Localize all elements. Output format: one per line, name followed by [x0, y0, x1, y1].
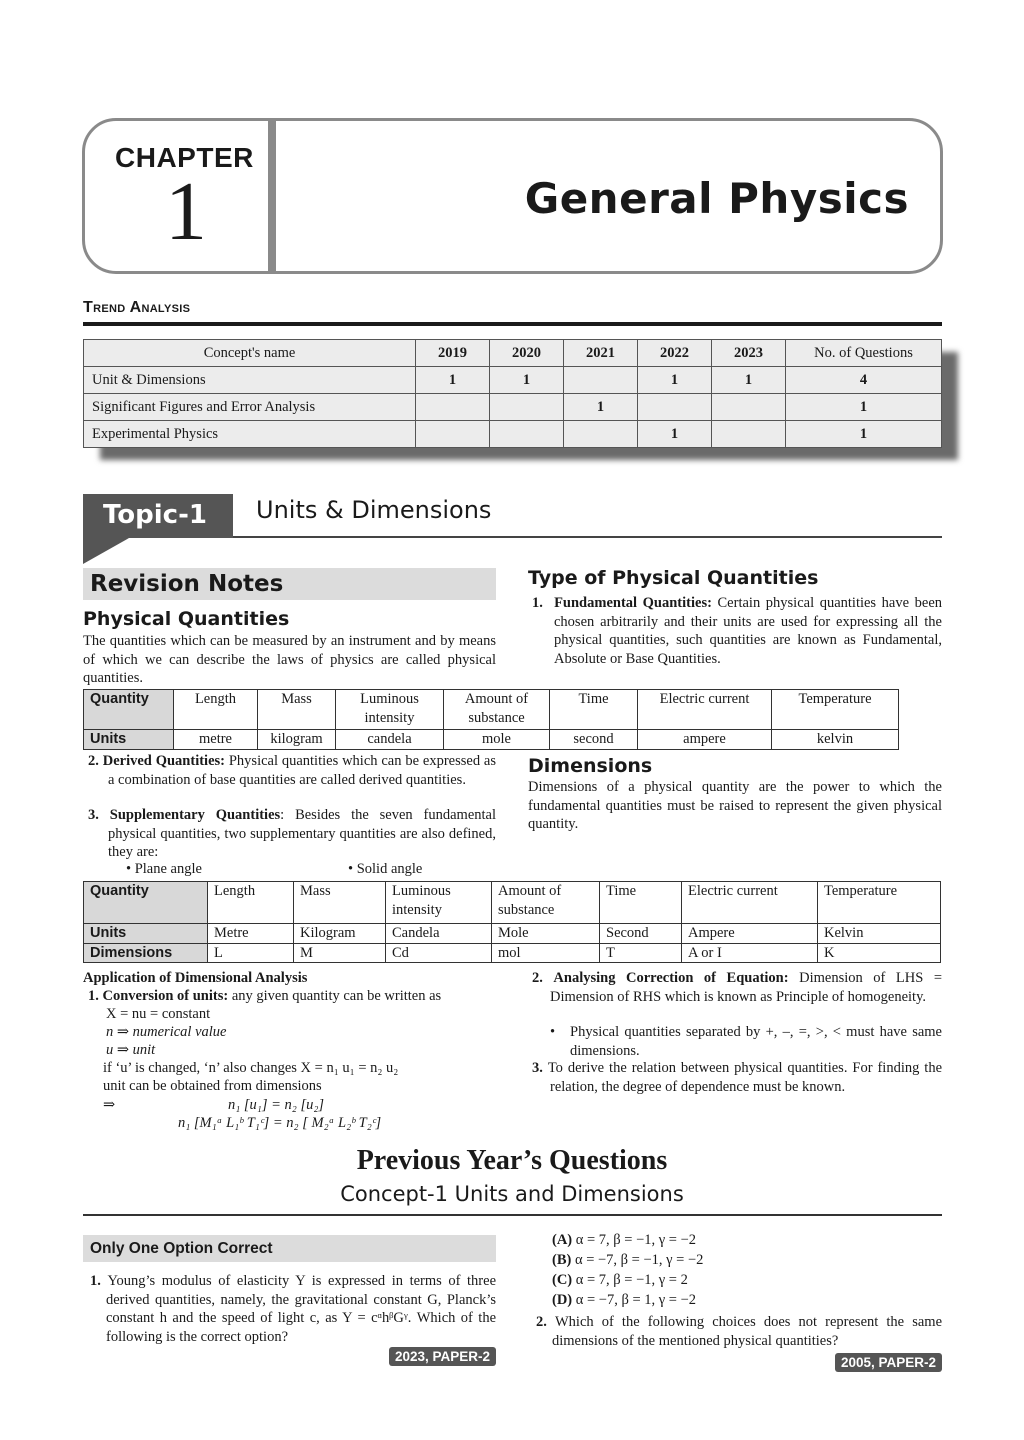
- topic-label: Topic-1: [103, 500, 207, 530]
- option-text: α = 7, β = −1, γ = 2: [575, 1272, 688, 1288]
- topic-rule: [233, 536, 942, 538]
- table-row: [84, 394, 942, 421]
- item-number: 1.: [532, 595, 543, 611]
- cell: Amount of substance: [444, 690, 550, 730]
- concept-rule: [83, 1214, 942, 1216]
- cell: kilogram: [258, 730, 336, 750]
- option-d: [552, 1291, 696, 1310]
- question-number: 1.: [90, 1273, 101, 1289]
- cell: T: [600, 943, 682, 963]
- question-number: 2.: [536, 1314, 547, 1330]
- app1-line: if ‘u’ is changed, ‘n’ also changes X = n₁ u₁ = n₂ u₂: [103, 1060, 399, 1076]
- option-key: (D): [552, 1292, 573, 1308]
- table-row: [84, 367, 942, 394]
- topic-name: Units & Dimensions: [256, 496, 492, 524]
- cell: Metre: [208, 924, 294, 944]
- dimensions-table: [83, 881, 941, 963]
- implies-arrow: ⇒: [103, 1097, 116, 1113]
- cell: Amount of substance: [492, 882, 600, 924]
- application-1: [88, 987, 498, 1006]
- trend-rule: [83, 322, 942, 326]
- physical-quantities-text: The quantities which can be measured by an instrument and by means of which we can describe the laws of physics are called physical quantities.: [83, 633, 496, 687]
- cell: second: [550, 730, 638, 750]
- item-number: 2.: [88, 753, 99, 769]
- trend-header-row: [84, 340, 942, 367]
- base-quantities-table: [83, 689, 899, 750]
- dimensions-text: Dimensions of a physical quantity are the power to which the fundamental quantities must be raised to represent the given physical quantity.: [528, 779, 942, 833]
- item-text: Certain physical quantities have been chosen arbitrarily and their units are used for expressing all the physical quantities, such quantities are known as Fundamental, Absolute or Base Quantities.: [554, 595, 943, 667]
- solid-angle: • Solid angle: [348, 861, 423, 877]
- table-row: [84, 882, 941, 924]
- app1-line: u ⇒ unit: [106, 1042, 156, 1058]
- row-concept: Experimental Physics: [84, 421, 416, 448]
- cell: 1: [786, 394, 942, 421]
- item-text: any given quantity can be written as: [228, 988, 442, 1004]
- item-label: Fundamental Quantities:: [554, 595, 712, 611]
- cell: Time: [600, 882, 682, 924]
- dimensions-label: Dimensions: [84, 943, 208, 963]
- derived-item: [88, 752, 496, 789]
- option-key: (A): [552, 1232, 573, 1248]
- cell: Luminous intensity: [336, 690, 444, 730]
- topic-tab-tail: [83, 538, 129, 564]
- cell: Temperature: [818, 882, 941, 924]
- option-key: (C): [552, 1272, 573, 1288]
- type-heading: Type of Physical Quantities: [528, 567, 819, 589]
- application-3: [532, 1059, 942, 1096]
- table-row: [84, 924, 941, 944]
- col-2019: 2019: [416, 340, 490, 367]
- cell: 1: [564, 394, 638, 421]
- cell: Ampere: [682, 924, 818, 944]
- cell: 1: [416, 367, 490, 394]
- cell: [564, 421, 638, 448]
- cell: Time: [550, 690, 638, 730]
- cell: Electric current: [638, 690, 772, 730]
- chapter-title: General Physics: [524, 174, 909, 223]
- cell: 1: [638, 367, 712, 394]
- option-text: α = −7, β = 1, γ = −2: [575, 1292, 697, 1308]
- app1-equation: n₁ [u₁] = n₂ [u₂]: [228, 1097, 325, 1113]
- chapter-divider: [268, 121, 276, 271]
- option-c: [552, 1271, 688, 1290]
- revision-notes-title: Revision Notes: [90, 571, 284, 597]
- table-row: [84, 943, 941, 963]
- app1-equation: n₁ [M₁ᵃ L₁ᵇ T₁ᶜ] = n₂ [ M₂ᵃ L₂ᵇ T₂ᶜ]: [178, 1115, 382, 1131]
- cell: A or I: [682, 943, 818, 963]
- cell: [416, 394, 490, 421]
- year-badge: 2005, PAPER-2: [835, 1353, 942, 1372]
- fundamental-item: [532, 594, 942, 668]
- cell: 1: [490, 367, 564, 394]
- cell: 1: [638, 421, 712, 448]
- cell: [490, 421, 564, 448]
- dimensions-heading: Dimensions: [528, 755, 653, 777]
- col-concept: Concept's name: [84, 340, 416, 367]
- physical-quantities-heading: Physical Quantities: [83, 608, 290, 630]
- table-row: [84, 690, 899, 730]
- cell: Temperature: [772, 690, 899, 730]
- cell: mol: [492, 943, 600, 963]
- supplementary-item: [88, 806, 496, 862]
- item-number: 3.: [532, 1060, 543, 1076]
- units-label: Units: [84, 924, 208, 944]
- applications-heading: Application of Dimensional Analysis: [83, 970, 308, 986]
- cell: Length: [208, 882, 294, 924]
- quantity-label: Quantity: [84, 690, 174, 730]
- app1-line: X = nu = constant: [106, 1006, 211, 1022]
- bullet-dot: •: [550, 1024, 556, 1040]
- cell: mole: [444, 730, 550, 750]
- option-text: α = 7, β = −1, γ = −2: [575, 1232, 697, 1248]
- cell: Electric current: [682, 882, 818, 924]
- col-2021: 2021: [564, 340, 638, 367]
- chapter-number: 1: [165, 165, 207, 258]
- cell: [638, 394, 712, 421]
- item-text: Physical quantities which can be expressed as a combination of base quantities are called derived quantities.: [108, 753, 496, 788]
- app1-line: n ⇒ numerical value: [106, 1024, 227, 1040]
- item-text: To derive the relation between physical quantities. For finding the relation, the degree of dependence must be known.: [547, 1060, 943, 1095]
- cell: candela: [336, 730, 444, 750]
- cell: Kelvin: [818, 924, 941, 944]
- units-label: Units: [84, 730, 174, 750]
- question-text: Which of the following choices does not represent the same dimensions of the mentioned physical quantities?: [552, 1314, 942, 1349]
- cell: 1: [712, 367, 786, 394]
- cell: Mass: [294, 882, 386, 924]
- cell: Luminous intensity: [386, 882, 492, 924]
- cell: Cd: [386, 943, 492, 963]
- question-1: [90, 1272, 496, 1346]
- cell: Mass: [258, 690, 336, 730]
- cell: M: [294, 943, 386, 963]
- cell: Second: [600, 924, 682, 944]
- col-2023: 2023: [712, 340, 786, 367]
- item-label: Analysing Correction of Equation:: [553, 970, 789, 986]
- cell: 1: [786, 421, 942, 448]
- col-2020: 2020: [490, 340, 564, 367]
- quantity-label: Quantity: [84, 882, 208, 924]
- option-key: (B): [552, 1252, 572, 1268]
- cell: kelvin: [772, 730, 899, 750]
- trend-analysis-heading: Trend Analysis: [83, 299, 191, 316]
- cell: [712, 421, 786, 448]
- option-a: [552, 1231, 696, 1250]
- option-b: [552, 1251, 703, 1270]
- row-concept: Unit & Dimensions: [84, 367, 416, 394]
- cell: [490, 394, 564, 421]
- cell: [712, 394, 786, 421]
- cell: metre: [174, 730, 258, 750]
- question-2: [536, 1313, 942, 1350]
- cell: [416, 421, 490, 448]
- option-text: α = −7, β = −1, γ = −2: [574, 1252, 704, 1268]
- cell: Candela: [386, 924, 492, 944]
- option-label: Only One Option Correct: [90, 1240, 273, 1257]
- application-2-bullet: Physical quantities separated by +, –, =, >, < must have same dimensions.: [570, 1024, 942, 1059]
- cell: Mole: [492, 924, 600, 944]
- item-label: Derived Quantities:: [102, 753, 225, 769]
- year-badge: 2023, PAPER-2: [389, 1347, 496, 1366]
- item-label: Conversion of units:: [102, 988, 229, 1004]
- trend-table: [83, 339, 942, 448]
- item-number: 1.: [88, 988, 99, 1004]
- table-row: [84, 730, 899, 750]
- cell: 4: [786, 367, 942, 394]
- cell: ampere: [638, 730, 772, 750]
- cell: [564, 367, 638, 394]
- concept-title: Concept-1 Units and Dimensions: [340, 1182, 684, 1206]
- item-text: Dimension of LHS = Dimension of RHS which is known as Principle of homogeneity.: [550, 970, 942, 1005]
- item-label: Supplementary Quantities: [109, 807, 281, 823]
- cell: Kilogram: [294, 924, 386, 944]
- cell: K: [818, 943, 941, 963]
- item-text: : Besides the seven fundamental physical quantities, two supplementary quantities are also defined, they are:: [108, 807, 497, 861]
- application-2: [532, 969, 942, 1006]
- row-concept: Significant Figures and Error Analysis: [84, 394, 416, 421]
- pyq-title: Previous Year’s Questions: [356, 1145, 668, 1176]
- table-row: [84, 421, 942, 448]
- question-text: Young’s modulus of elasticity Y is expressed in terms of three derived quantities, namely, the gravitational constant G, Planck’s constant h and the speed of light c, as Y = cᵅhᵝGᵞ. Which of the following is the correct option?: [106, 1273, 497, 1345]
- plane-angle: • Plane angle: [126, 861, 202, 877]
- col-2022: 2022: [638, 340, 712, 367]
- app1-line: unit can be obtained from dimensions: [103, 1078, 322, 1094]
- item-number: 3.: [88, 807, 99, 823]
- cell: L: [208, 943, 294, 963]
- col-count: No. of Questions: [786, 340, 942, 367]
- cell: Length: [174, 690, 258, 730]
- chapter-label: CHAPTER: [115, 142, 254, 173]
- item-number: 2.: [532, 970, 543, 986]
